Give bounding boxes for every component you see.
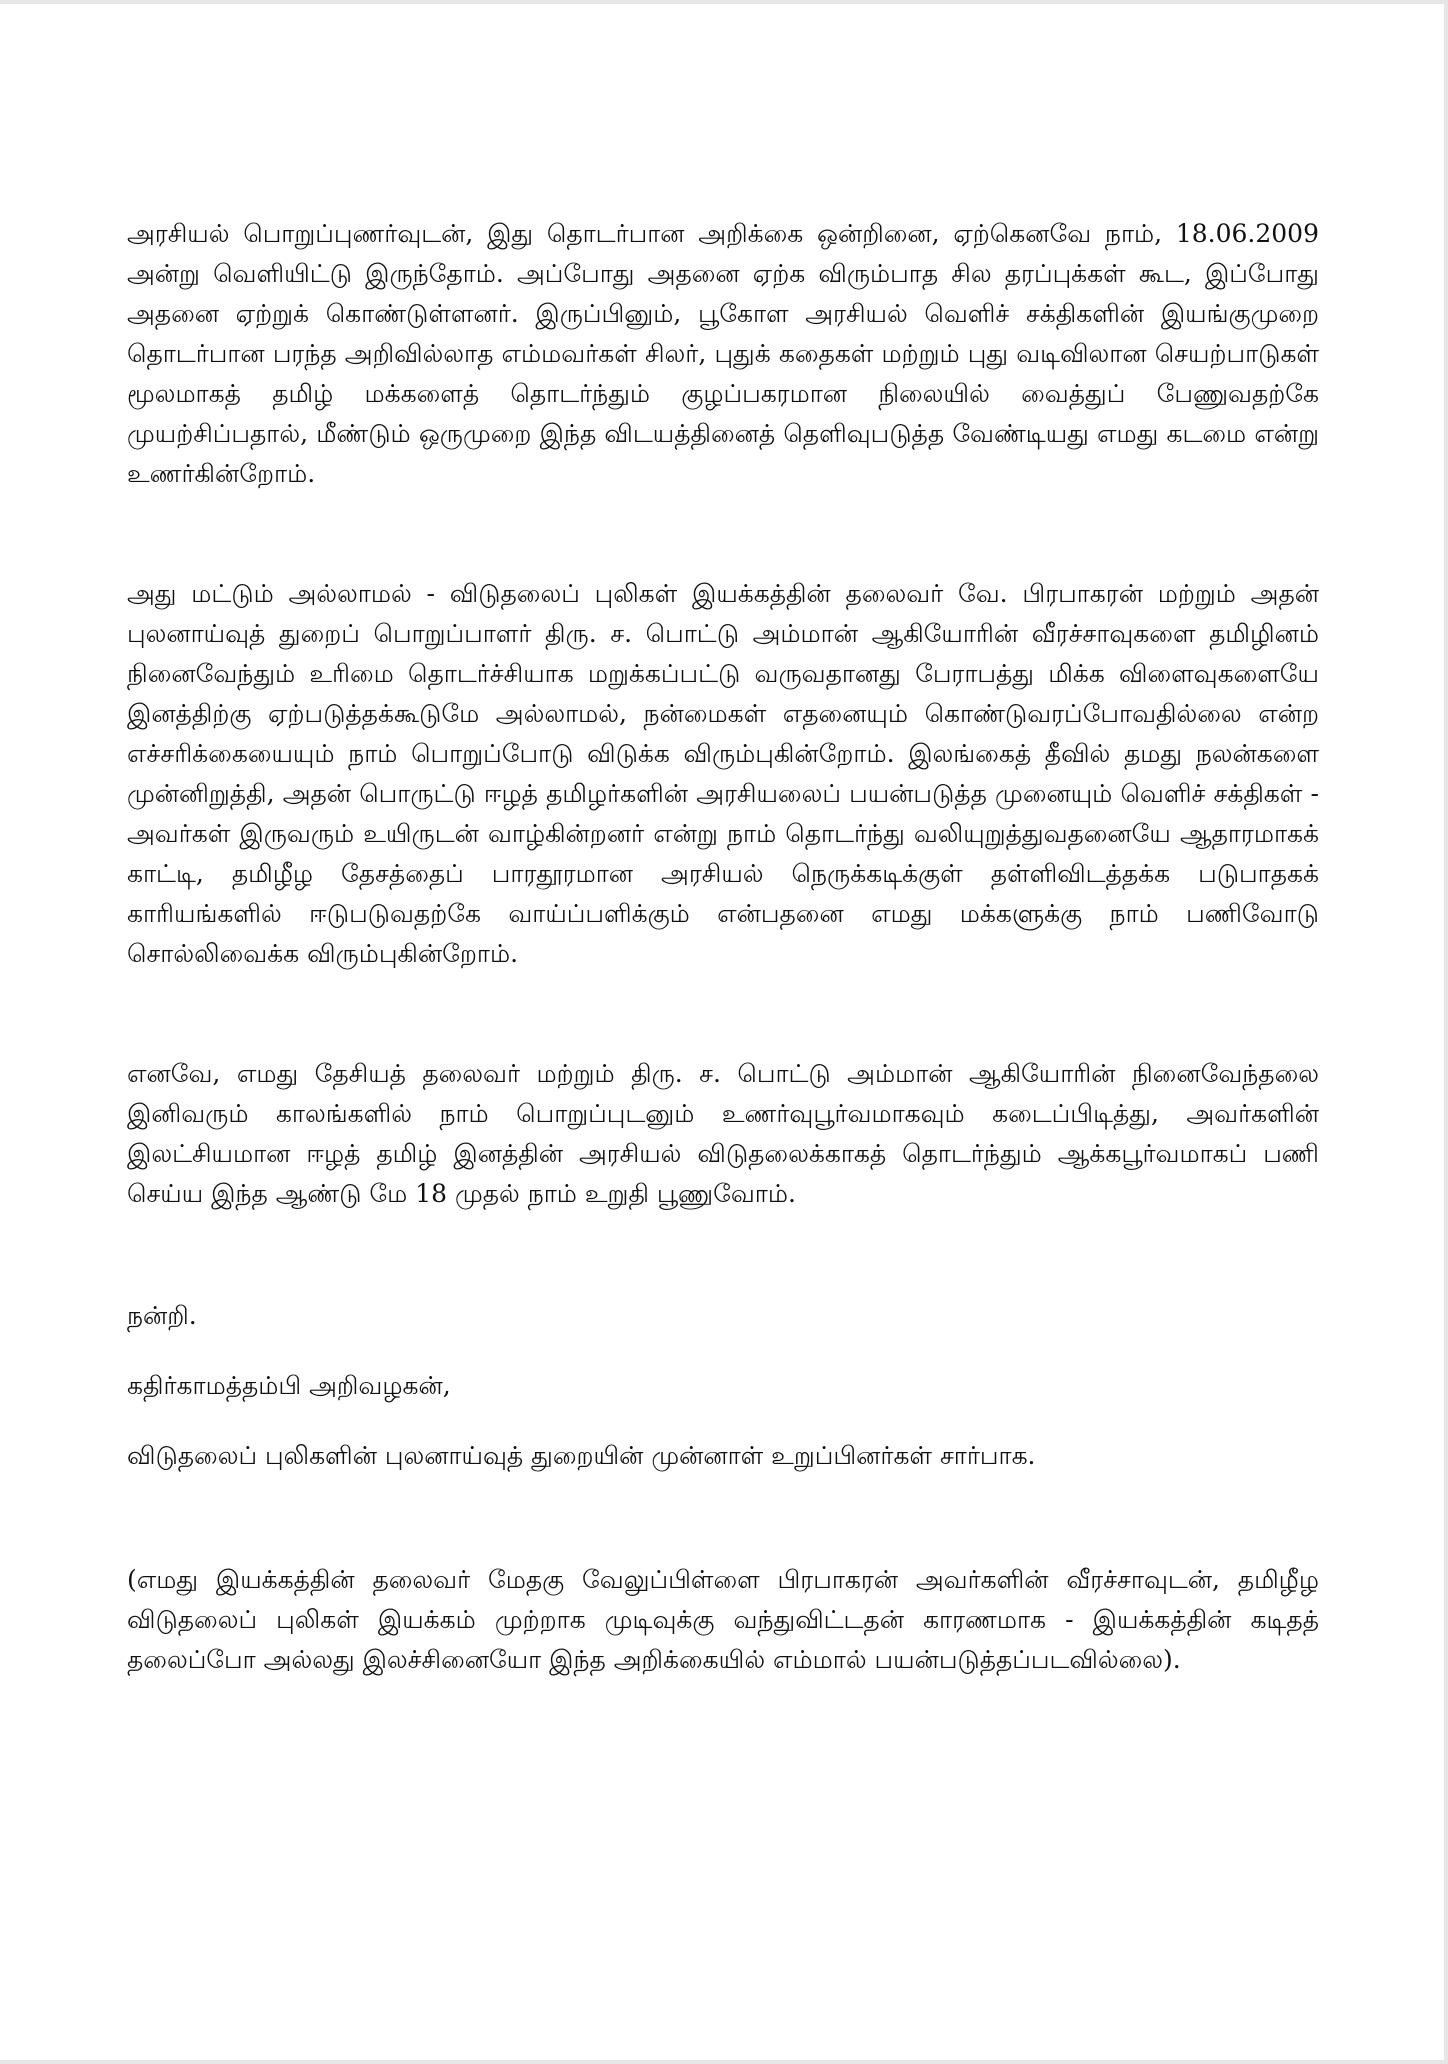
closing-block	[127, 1296, 1319, 1476]
paragraph-1: அரசியல் பொறுப்புணர்வுடன், இது தொடர்பான அறிக்கை ஒன்றினை, ஏற்கெனவே நாம், 18.06.2009 அன்று வெளியிட்டு இருந்தோம். அப்போது அதனை ஏற்க விரும்பாத சில தரப்புக்கள் கூட, இப்போது அதனை ஏற்றுக் கொண்டுள்ளனர். இருப்பினும், பூகோள அரசியல் வெளிச் சக்திகளின் இயங்குமுறை தொடர்பான பரந்த அறிவில்லாத எம்மவர்கள் சிலர், புதுக் கதைகள் மற்றும் புது வடிவிலான செயற்பாடுகள் மூலமாகத் தமிழ் மக்களைத் தொடர்ந்தும் குழப்பகரமான நிலையில் வைத்துப் பேணுவதற்கே முயற்சிப்பதால், மீண்டும் ஒருமுறை இந்த விடயத்தினைத் தெளிவுபடுத்த வேண்டியது எமது கடமை என்று உணர்கின்றோம்.	[127, 219, 1319, 488]
signatory-name: கதிர்காமத்தம்பி அறிவழகன்,	[127, 1371, 451, 1400]
paragraph-3: எனவே, எமது தேசியத் தலைவர் மற்றும் திரு. ச. பொட்டு அம்மான் ஆகியோரின் நினைவேந்தலை இனிவரும் காலங்களில் நாம் பொறுப்புடனும் உணர்வுபூர்வமாகவும் கடைப்பிடித்து, அவர்களின் இலட்சியமான ஈழத் தமிழ் இனத்தின் அரசியல் விடுதலைக்காகத் தொடர்ந்தும் ஆக்கபூர்வமாகப் பணி செய்ய இந்த ஆண்டு மே 18 முதல் நாம் உறுதி பூணுவோம்.	[127, 1059, 1319, 1208]
paragraph-2: அது மட்டும் அல்லாமல் - விடுதலைப் புலிகள் இயக்கத்தின் தலைவர் வே. பிரபாகரன் மற்றும் அதன் புலனாய்வுத் துறைப் பொறுப்பாளர் திரு. ச. பொட்டு அம்மான் ஆகியோரின் வீரச்சாவுகளை தமிழினம் நினைவேந்தும் உரிமை தொடர்ச்சியாக மறுக்கப்பட்டு வருவதானது பேராபத்து மிக்க விளைவுகளையே இனத்திற்கு ஏற்படுத்தக்கூடுமே அல்லாமல், நன்மைகள் எதனையும் கொண்டுவரப்போவதில்லை என்ற எச்சரிக்கையையும் நாம் பொறுப்போடு விடுக்க விரும்புகின்றோம். இலங்கைத் தீவில் தமது நலன்களை முன்னிறுத்தி, அதன் பொருட்டு ஈழத் தமிழர்களின் அரசியலைப் பயன்படுத்த முனையும் வெளிச் சக்திகள் - அவர்கள் இருவரும் உயிருடன் வாழ்கின்றனர் என்று நாம் தொடர்ந்து வலியுறுத்துவதனையே ஆதாரமாகக் காட்டி, தமிழீழ தேசத்தைப் பாரதூரமான அரசியல் நெருக்கடிக்குள் தள்ளிவிடத்தக்க படுபாதகக் காரியங்களில் ஈடுபடுவதற்கே வாய்ப்பளிக்கும் என்பதனை எமது மக்களுக்கு நாம் பணிவோடு சொல்லிவைக்க விரும்புகின்றோம்.	[127, 579, 1319, 968]
on-behalf-line: விடுதலைப் புலிகளின் புலனாய்வுத் துறையின் முன்னாள் உறுப்பினர்கள் சார்பாக.	[127, 1441, 1036, 1470]
footnote-paragraph: (எமது இயக்கத்தின் தலைவர் மேதகு வேலுப்பிள்ளை பிரபாகரன் அவர்களின் வீரச்சாவுடன், தமிழீழ விடுதலைப் புலிகள் இயக்கம் முற்றாக முடிவுக்கு வந்துவிட்டதன் காரணமாக - இயக்கத்தின் கடிதத் தலைப்போ அல்லது இலச்சினையோ இந்த அறிக்கையில் எம்மால் பயன்படுத்தப்படவில்லை).	[127, 1565, 1319, 1674]
closing-thanks: நன்றி.	[127, 1301, 197, 1330]
document-body	[127, 214, 1319, 1705]
